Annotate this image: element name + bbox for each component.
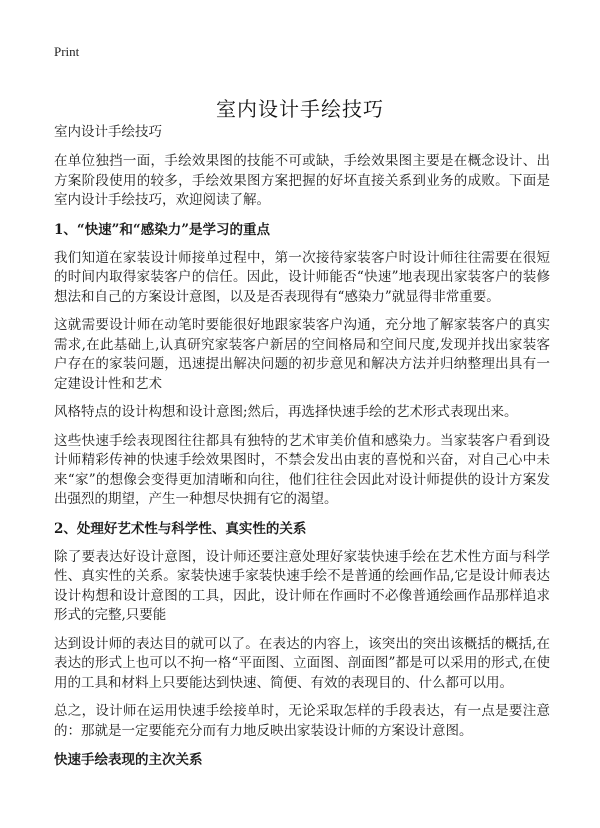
paragraph: 这些快速手绘表现图往往都具有独特的艺术审美价值和感染力。当家装客户看到设计师精彩传神的快速手绘效果图时，不禁会发出由衷的喜悦和兴奋，对自己心中未来“家”的想像会变得更加清晰和向往，他们往往会因此对设计师提供的设计方案发出强烈的期望，产生一种想尽快拥有它的渴望。 (54, 432, 550, 507)
paragraph: 风格特点的设计构想和设计意图;然后，再选择快速手绘的艺术形式表现出来。 (54, 404, 518, 420)
paragraph-intro: 在单位独挡一面，手绘效果图的技能不可或缺，手绘效果图主要是在概念设计、出方案阶段使用的较多，手绘效果图方案把握的好坏直接关系到业务的成败。下面是室内设计手绘技巧，欢迎阅读了解。 (54, 153, 550, 208)
paragraph: 这就需要设计师在动笔时要能很好地跟家装客户沟通，充分地了解家装客户的真实需求,在此基础上,认真研究家装客户新居的空间格局和空间尺度,发现并找出家装客户存在的家装问题，迅速提出解决问题的初步意见和解决方法并归纳整理出具有一定建设计性和艺术 (54, 317, 550, 392)
document-title: 室内设计手绘技巧 (216, 97, 384, 122)
paragraph: 达到设计师的表达目的就可以了。在表达的内容上，该突出的突出该概括的概括,在表达的形式上也可以不拘一格“平面图、立面图、剖面图”都是可以采用的形式,在使用的工具和材料上只要能达到快速、简便、有效的表现目的、什么都可以用。 (54, 635, 550, 691)
section-heading-3: 快速手绘表现的主次关系 (54, 752, 203, 768)
print-label: Print (54, 44, 80, 59)
paragraph: 总之，设计师在运用快速手绘接单时，无论采取怎样的手段表达，有一点是要注意的：那就是一定要能充分而有力地反映出家装设计师的方案设计意图。 (54, 703, 550, 739)
paragraph: 我们知道在家装设计师接单过程中，第一次接待家装客户时设计师往往需要在很短的时间内取得家装客户的信任。因此，设计师能否“快速”地表现出家装客户的装修想法和自己的方案设计意图，以及是否表现得有“感染力”就显得非常重要。 (54, 249, 550, 305)
document-subtitle: 室内设计手绘技巧 (54, 124, 162, 140)
document-body (54, 122, 550, 779)
paragraph: 除了要表达好设计意图，设计师还要注意处理好家装快速手绘在艺术性方面与科学性、真实性的关系。家装快速手家装快速手绘不是普通的绘画作品,它是设计师表达设计构想和设计意图的工具，因此，设计师在作画时不必像普通绘画作品那样追求形式的完整,只要能 (54, 548, 550, 623)
section-heading-2: 2、处理好艺术性与科学性、真实性的关系 (54, 520, 307, 537)
section-heading-1: 1、“快速”和“感染力”是学习的重点 (54, 221, 270, 238)
